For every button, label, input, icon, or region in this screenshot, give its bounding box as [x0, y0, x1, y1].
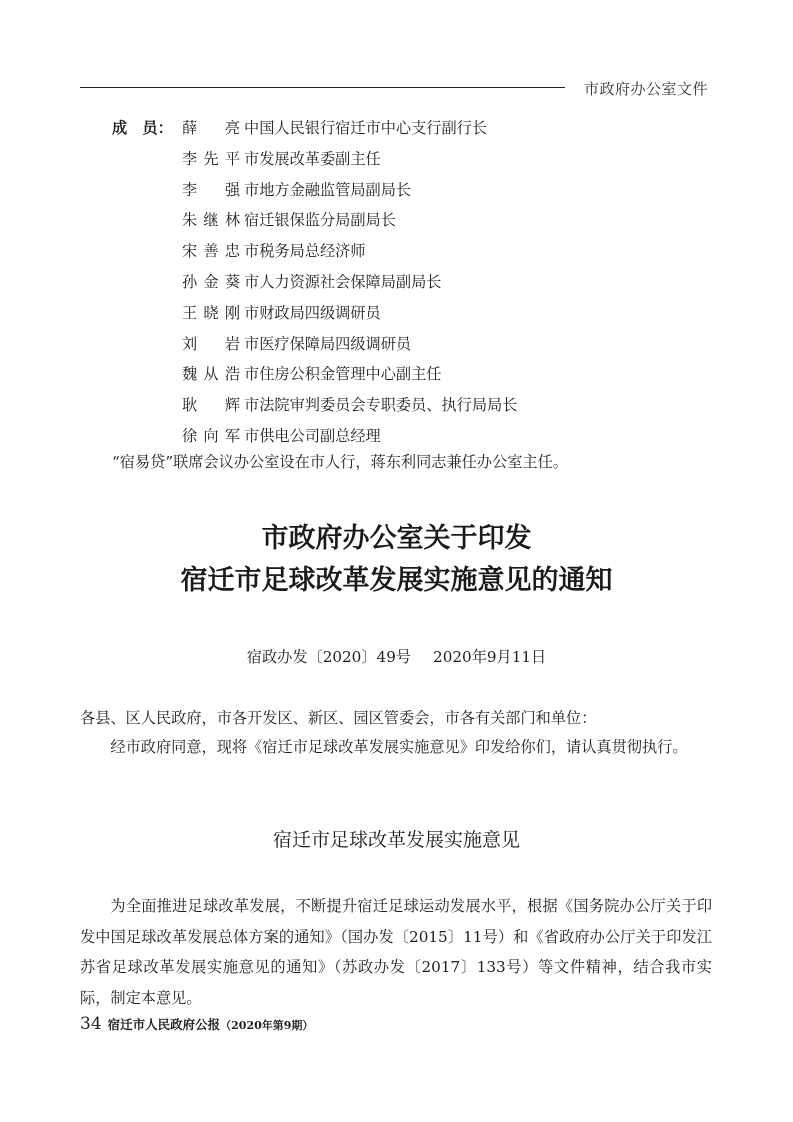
member-row: [112, 390, 632, 421]
members-label: 成 员：: [112, 119, 173, 137]
member-role: 市财政局四级调研员: [244, 303, 381, 322]
member-name: 宋善忠: [182, 242, 240, 261]
opinion-title: 宿迁市足球改革发展实施意见: [272, 829, 520, 851]
doc-number: 宿政办发〔2020〕49号: [246, 648, 412, 666]
member-row: [112, 144, 632, 175]
member-row: [112, 175, 632, 206]
member-role: 市法院审判委员会专职委员、执行局局长: [244, 396, 518, 415]
member-row: [112, 236, 632, 267]
member-role: 市人力资源社会保障局副局长: [244, 272, 442, 291]
publication-name: 宿迁市人民政府公报: [107, 1017, 221, 1032]
notice-title: [0, 518, 793, 602]
member-name: 李先平: [182, 149, 240, 168]
page-footer: [80, 1012, 313, 1036]
member-role: 中国人民银行宿迁市中心支行副行长: [244, 119, 487, 137]
opinion-intro: 为全面推进足球改革发展，不断提升宿迁足球运动发展水平，根据《国务院办公厅关于印发中国足球改革发展总体方案的通知》（国办发〔2015〕11号）和《省政府办公厅关于印发江苏省足球改革发展实施意见的通知》（苏政办发〔2017〕133号）等文件精神，结合我市实际，制定本意见。: [80, 897, 712, 1007]
member-row: [112, 267, 632, 298]
member-row: [112, 359, 632, 390]
office-note: “宿易贷”联席会议办公室设在市人行，蒋东利同志兼任办公室主任。: [112, 453, 568, 471]
member-name: 刘岩: [182, 334, 240, 353]
notice-meta: [0, 645, 793, 669]
member-role: 宿迁银保监分局副局长: [244, 211, 396, 230]
page-header: [80, 78, 708, 98]
notice-title-line-2: 宿迁市足球改革发展实施意见的通知: [180, 565, 613, 596]
member-name: 徐向军: [182, 426, 240, 445]
member-role: 市发展改革委副主任: [244, 149, 381, 168]
header-title: 市政府办公室文件: [583, 80, 708, 98]
member-name: 朱继林: [182, 211, 240, 230]
page-number: 34: [80, 1014, 102, 1034]
member-role: 市地方金融监管局副局长: [244, 180, 412, 199]
issue-label: （2020年第9期）: [220, 1019, 314, 1032]
member-row: [112, 205, 632, 236]
member-name: 王晓刚: [182, 303, 240, 322]
member-row: [112, 329, 632, 360]
member-row: [112, 298, 632, 329]
notice-body: 经市政府同意，现将《宿迁市足球改革发展实施意见》印发给你们，请认真贯彻执行。: [110, 738, 688, 756]
notice-title-line-1: 市政府办公室关于印发: [261, 523, 532, 554]
member-role: 市供电公司副总经理: [244, 426, 381, 445]
member-role: 市税务局总经济师: [244, 242, 366, 261]
member-list: [112, 113, 632, 452]
member-name: 魏从浩: [182, 365, 240, 384]
member-role: 市住房公积金管理中心副主任: [244, 365, 442, 384]
member-name: 李强: [182, 180, 240, 199]
member-role: 市医疗保障局四级调研员: [244, 334, 412, 353]
member-row: [112, 113, 632, 144]
member-name: 耿辉: [182, 396, 240, 415]
member-name: 薛亮: [182, 119, 240, 137]
doc-date: 2020年9月11日: [433, 648, 547, 666]
addressee: 各县、区人民政府，市各开发区、新区、园区管委会，市各有关部门和单位：: [80, 709, 597, 727]
member-name: 孙金葵: [182, 272, 240, 291]
header-rule: [80, 87, 565, 88]
